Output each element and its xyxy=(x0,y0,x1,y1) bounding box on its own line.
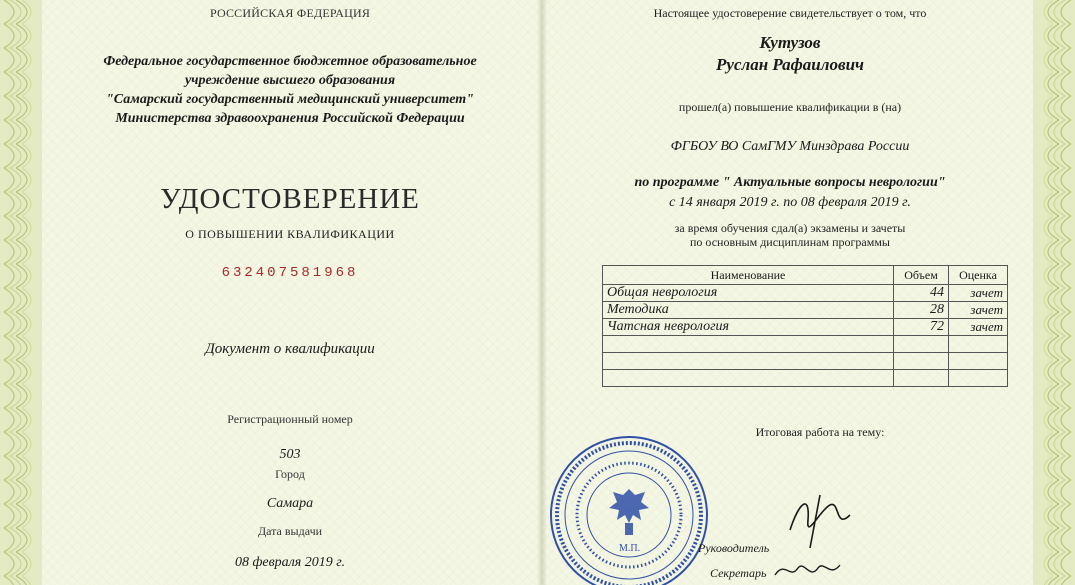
header-hours: Объем xyxy=(894,266,949,285)
certificate-number: 632407581968 xyxy=(221,265,359,281)
table-header-row xyxy=(603,266,1008,285)
city-value: Самара xyxy=(266,496,314,511)
registration-number: 503 xyxy=(279,447,301,462)
program-name: по программе " Актуальные вопросы неврологии" xyxy=(634,175,946,190)
table-row-empty xyxy=(603,353,1008,370)
official-seal xyxy=(547,433,712,585)
document-type: Документ о квалификации xyxy=(205,341,375,357)
exams-text-2: по основным дисциплинам программы xyxy=(689,235,890,249)
institution-name: ФГБОУ ВО СамГМУ Минздрава России xyxy=(670,139,910,154)
table-row xyxy=(603,302,1008,319)
final-work-label: Итоговая работа на тему: xyxy=(755,425,885,439)
org-line-2: учреждение высшего образования xyxy=(184,73,396,88)
discipline-hours: 28 xyxy=(894,302,949,319)
discipline-grade: зачет xyxy=(949,285,1008,302)
discipline-hours: 72 xyxy=(894,319,949,336)
secretary-label: Секретарь xyxy=(710,566,767,580)
left-page xyxy=(45,0,535,585)
issue-date-value: 08 февраля 2019 г. xyxy=(234,555,346,570)
issue-date-label: Дата выдачи xyxy=(257,524,323,538)
intro-text: Настоящее удостоверение свидетельствует о том, что xyxy=(653,6,927,20)
discipline-name: Чатсная неврология xyxy=(603,319,894,336)
country-name: РОССИЙСКАЯ ФЕДЕРАЦИЯ xyxy=(209,6,371,20)
city-label: Город xyxy=(275,467,305,481)
org-line-1: Федеральное государственное бюджетное образовательное xyxy=(103,54,477,69)
grades-table xyxy=(602,265,1008,387)
discipline-name: Общая неврология xyxy=(603,285,894,302)
stamp-mark: М.П. xyxy=(619,543,641,554)
discipline-hours: 44 xyxy=(894,285,949,302)
right-page xyxy=(550,0,1030,585)
table-row xyxy=(603,285,1008,302)
eagle-emblem-icon xyxy=(609,489,649,535)
secretary-signature xyxy=(770,550,850,585)
discipline-grade: зачет xyxy=(949,302,1008,319)
passed-text: прошел(а) повышение квалификации в (на) xyxy=(678,100,902,114)
training-period: с 14 января 2019 г. по 08 февраля 2019 г. xyxy=(669,195,911,210)
header-grade: Оценка xyxy=(949,266,1008,285)
table-row-empty xyxy=(603,336,1008,353)
page-fold xyxy=(537,0,547,585)
ornamental-border-right xyxy=(1033,0,1075,585)
document-subtitle: О ПОВЫШЕНИИ КВАЛИФИКАЦИИ xyxy=(185,227,395,241)
table-row xyxy=(603,319,1008,336)
table-row-empty xyxy=(603,370,1008,387)
org-line-3: "Самарский государственный медицинский университет" xyxy=(106,92,474,107)
org-line-4: Министерства здравоохранения Российской Федерации xyxy=(115,111,465,126)
discipline-name: Методика xyxy=(603,302,894,319)
head-label: Руководитель xyxy=(698,541,770,555)
discipline-grade: зачет xyxy=(949,319,1008,336)
holder-given-names: Руслан Рафаилович xyxy=(716,55,864,74)
head-signature xyxy=(780,490,860,550)
registration-label: Регистрационный номер xyxy=(227,412,353,426)
exams-text-1: за время обучения сдал(а) экзамены и зачеты xyxy=(674,221,906,235)
document-title: УДОСТОВЕРЕНИЕ xyxy=(160,183,420,215)
ornamental-border-left xyxy=(0,0,42,585)
header-name: Наименование xyxy=(603,266,894,285)
holder-surname: Кутузов xyxy=(759,33,821,52)
